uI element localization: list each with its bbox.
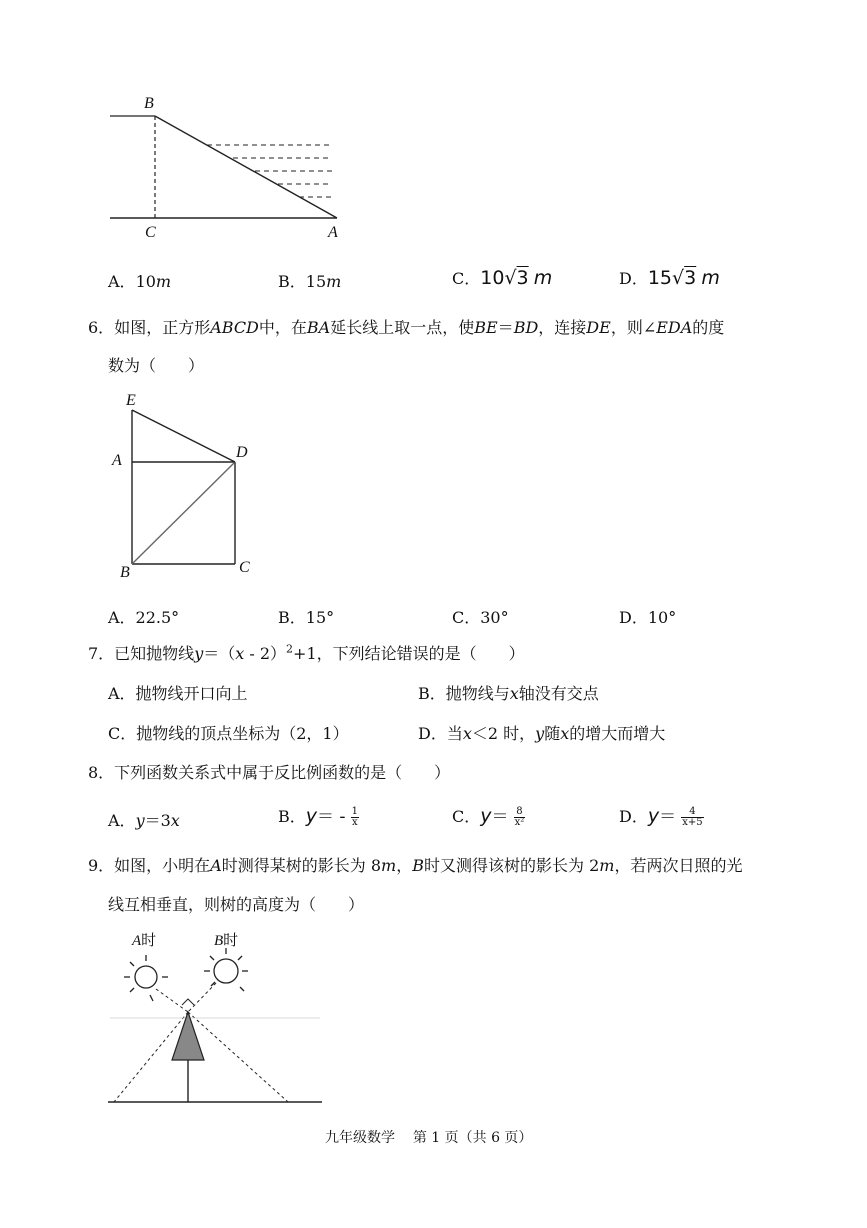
stem-var: DE bbox=[586, 318, 611, 337]
q9-stem-line2: 线互相垂直，则树的高度为（ ） bbox=[108, 895, 365, 914]
point-a-label: A bbox=[328, 224, 338, 241]
stem-var: BE bbox=[474, 318, 498, 337]
q8-stem: 8．下列函数关系式中属于反比例函数的是（ ） bbox=[88, 763, 451, 782]
option-letter: B． bbox=[278, 807, 306, 826]
sqrt-icon: √ bbox=[672, 267, 685, 289]
q6-option-a[interactable]: A．22.5° bbox=[108, 608, 180, 627]
option-radicand: 3 bbox=[516, 267, 529, 289]
stem-text: 中，在 bbox=[258, 318, 307, 337]
option-letter: D． bbox=[619, 807, 648, 826]
fraction-denominator: x+5 bbox=[682, 817, 703, 828]
question-number: 6． bbox=[88, 318, 115, 337]
stem-var: x bbox=[235, 644, 245, 663]
option-text: ＜2 时， bbox=[471, 724, 536, 743]
q7-option-b[interactable] bbox=[418, 681, 599, 704]
time-b-label bbox=[214, 929, 238, 950]
q8-option-c[interactable] bbox=[452, 802, 525, 828]
fraction-numerator: 1 bbox=[351, 806, 359, 817]
q5-diagram bbox=[100, 95, 350, 245]
q6-figure bbox=[108, 388, 268, 588]
label-var: B bbox=[214, 933, 224, 949]
stem-var: B bbox=[412, 856, 424, 875]
option-text: 的增大而增大 bbox=[569, 724, 666, 743]
stem-var: ABCD bbox=[210, 318, 259, 337]
option-letter: C． bbox=[452, 269, 481, 288]
option-coefficient: 10 bbox=[480, 267, 505, 289]
option-unit: m bbox=[155, 272, 172, 291]
q7-option-a[interactable]: A．抛物线开口向上 bbox=[108, 684, 248, 703]
footer-page-number: 第 1 页（共 6 页） bbox=[412, 1130, 533, 1146]
stem-text: ＝（ bbox=[203, 644, 236, 663]
stem-text: ，则∠ bbox=[610, 318, 657, 337]
option-letter: D． bbox=[619, 269, 648, 288]
stem-text: 延长线上取一点，使 bbox=[330, 318, 475, 337]
q5-option-a[interactable] bbox=[108, 269, 171, 292]
option-var: y bbox=[135, 811, 145, 830]
fraction-numerator: 8 bbox=[514, 807, 526, 818]
option-text: D．当 bbox=[418, 724, 463, 743]
stem-text: +1，下列结论错误的是（ ） bbox=[293, 644, 525, 663]
option-var: y bbox=[305, 805, 318, 827]
q5-option-c[interactable] bbox=[452, 266, 552, 289]
option-text: 轴没有交点 bbox=[518, 684, 599, 703]
q8-option-d[interactable] bbox=[619, 802, 704, 828]
stem-text: 时又测得该树的影长为 2 bbox=[423, 856, 600, 875]
q6-option-d[interactable]: D．10° bbox=[619, 608, 677, 627]
stem-text: ，若两次日照的光 bbox=[614, 856, 743, 875]
stem-var: A bbox=[210, 856, 222, 875]
stem-text: 9．如图，小明在 bbox=[88, 856, 211, 875]
q5-option-b[interactable] bbox=[278, 269, 341, 292]
option-var: x bbox=[509, 684, 519, 703]
option-var: y bbox=[480, 805, 492, 827]
stem-var: m bbox=[381, 856, 397, 875]
q9-stem-line1 bbox=[88, 853, 742, 876]
stem-text: 的度 bbox=[692, 318, 725, 337]
option-letter: B． bbox=[278, 272, 306, 291]
stem-var: y bbox=[194, 644, 204, 663]
footer-subject: 九年级数学 bbox=[325, 1130, 395, 1146]
stem-exponent: 2 bbox=[286, 642, 294, 656]
q6-stem-line2: 数为（ ） bbox=[108, 356, 205, 375]
fraction-denominator: x² bbox=[514, 817, 525, 828]
q6-option-b[interactable]: B．15° bbox=[278, 608, 335, 627]
fraction bbox=[681, 807, 703, 828]
q9-figure bbox=[100, 925, 330, 1110]
q5-option-d[interactable] bbox=[619, 266, 720, 289]
option-unit: m bbox=[326, 272, 342, 291]
stem-var: BA bbox=[306, 318, 331, 337]
stem-text: ＝ bbox=[497, 318, 514, 337]
label-text: 时 bbox=[223, 931, 239, 949]
fraction bbox=[351, 807, 359, 828]
point-b-label: B bbox=[120, 564, 130, 581]
stem-var: EDA bbox=[656, 318, 693, 337]
page-footer bbox=[325, 1127, 532, 1147]
q6-option-c[interactable]: C．30° bbox=[452, 608, 509, 627]
option-value: 10 bbox=[135, 272, 156, 291]
option-var: x bbox=[462, 724, 472, 743]
option-text: B．抛物线与 bbox=[418, 684, 510, 703]
point-c-label: C bbox=[239, 559, 250, 576]
stem-text: 时测得某树的影长为 8 bbox=[221, 856, 382, 875]
option-letter: C． bbox=[452, 807, 481, 826]
q8-option-a[interactable] bbox=[108, 808, 180, 831]
fraction-numerator: 4 bbox=[681, 807, 703, 818]
option-var: x bbox=[560, 724, 570, 743]
tree-icon bbox=[172, 1012, 204, 1102]
option-text: ＝ bbox=[491, 807, 509, 827]
option-unit: m bbox=[701, 267, 720, 289]
option-radicand: 3 bbox=[684, 267, 697, 289]
stem-var: BD bbox=[513, 318, 539, 337]
q7-stem bbox=[88, 641, 525, 664]
option-letter: A． bbox=[108, 272, 136, 291]
stem-text: - 2） bbox=[244, 644, 287, 663]
point-c-label: C bbox=[145, 224, 156, 241]
option-var: y bbox=[647, 805, 660, 827]
stem-var: m bbox=[599, 856, 615, 875]
q5-figure bbox=[100, 95, 350, 245]
stem-text: ，连接 bbox=[538, 318, 587, 337]
q7-option-c[interactable]: C．抛物线的顶点坐标为（2，1） bbox=[108, 724, 349, 743]
option-unit: m bbox=[533, 267, 553, 289]
stem-text: ， bbox=[396, 856, 413, 875]
option-var: x bbox=[170, 811, 180, 830]
q7-option-d[interactable] bbox=[418, 721, 665, 744]
sun-b-icon bbox=[204, 948, 248, 991]
option-coefficient: 15 bbox=[647, 267, 673, 289]
option-value: 15 bbox=[305, 272, 327, 291]
q6-diagram bbox=[108, 388, 268, 588]
option-text: ＝3 bbox=[144, 811, 171, 830]
point-e-label: E bbox=[126, 392, 136, 409]
q8-option-b[interactable] bbox=[278, 802, 359, 828]
time-a-label bbox=[132, 929, 156, 950]
stem-text: 7．已知抛物线 bbox=[88, 644, 195, 663]
stem-text: 如图，正方形 bbox=[114, 318, 211, 337]
q9-diagram bbox=[100, 925, 330, 1110]
point-a-label: A bbox=[112, 452, 122, 469]
option-text: ＝ - bbox=[317, 807, 346, 827]
fraction bbox=[514, 807, 526, 828]
label-text: 时 bbox=[141, 931, 157, 949]
point-b-label: B bbox=[144, 95, 154, 112]
option-var: y bbox=[535, 724, 545, 743]
fraction-denominator: x bbox=[352, 817, 358, 828]
option-text: 随 bbox=[544, 724, 561, 743]
option-letter: A． bbox=[108, 811, 136, 830]
sqrt-icon: √ bbox=[504, 267, 517, 289]
sun-a-icon bbox=[124, 955, 168, 1001]
q6-stem-line1 bbox=[88, 315, 724, 338]
label-var: A bbox=[132, 933, 142, 949]
option-text: ＝ bbox=[659, 807, 677, 827]
point-d-label: D bbox=[236, 444, 248, 461]
